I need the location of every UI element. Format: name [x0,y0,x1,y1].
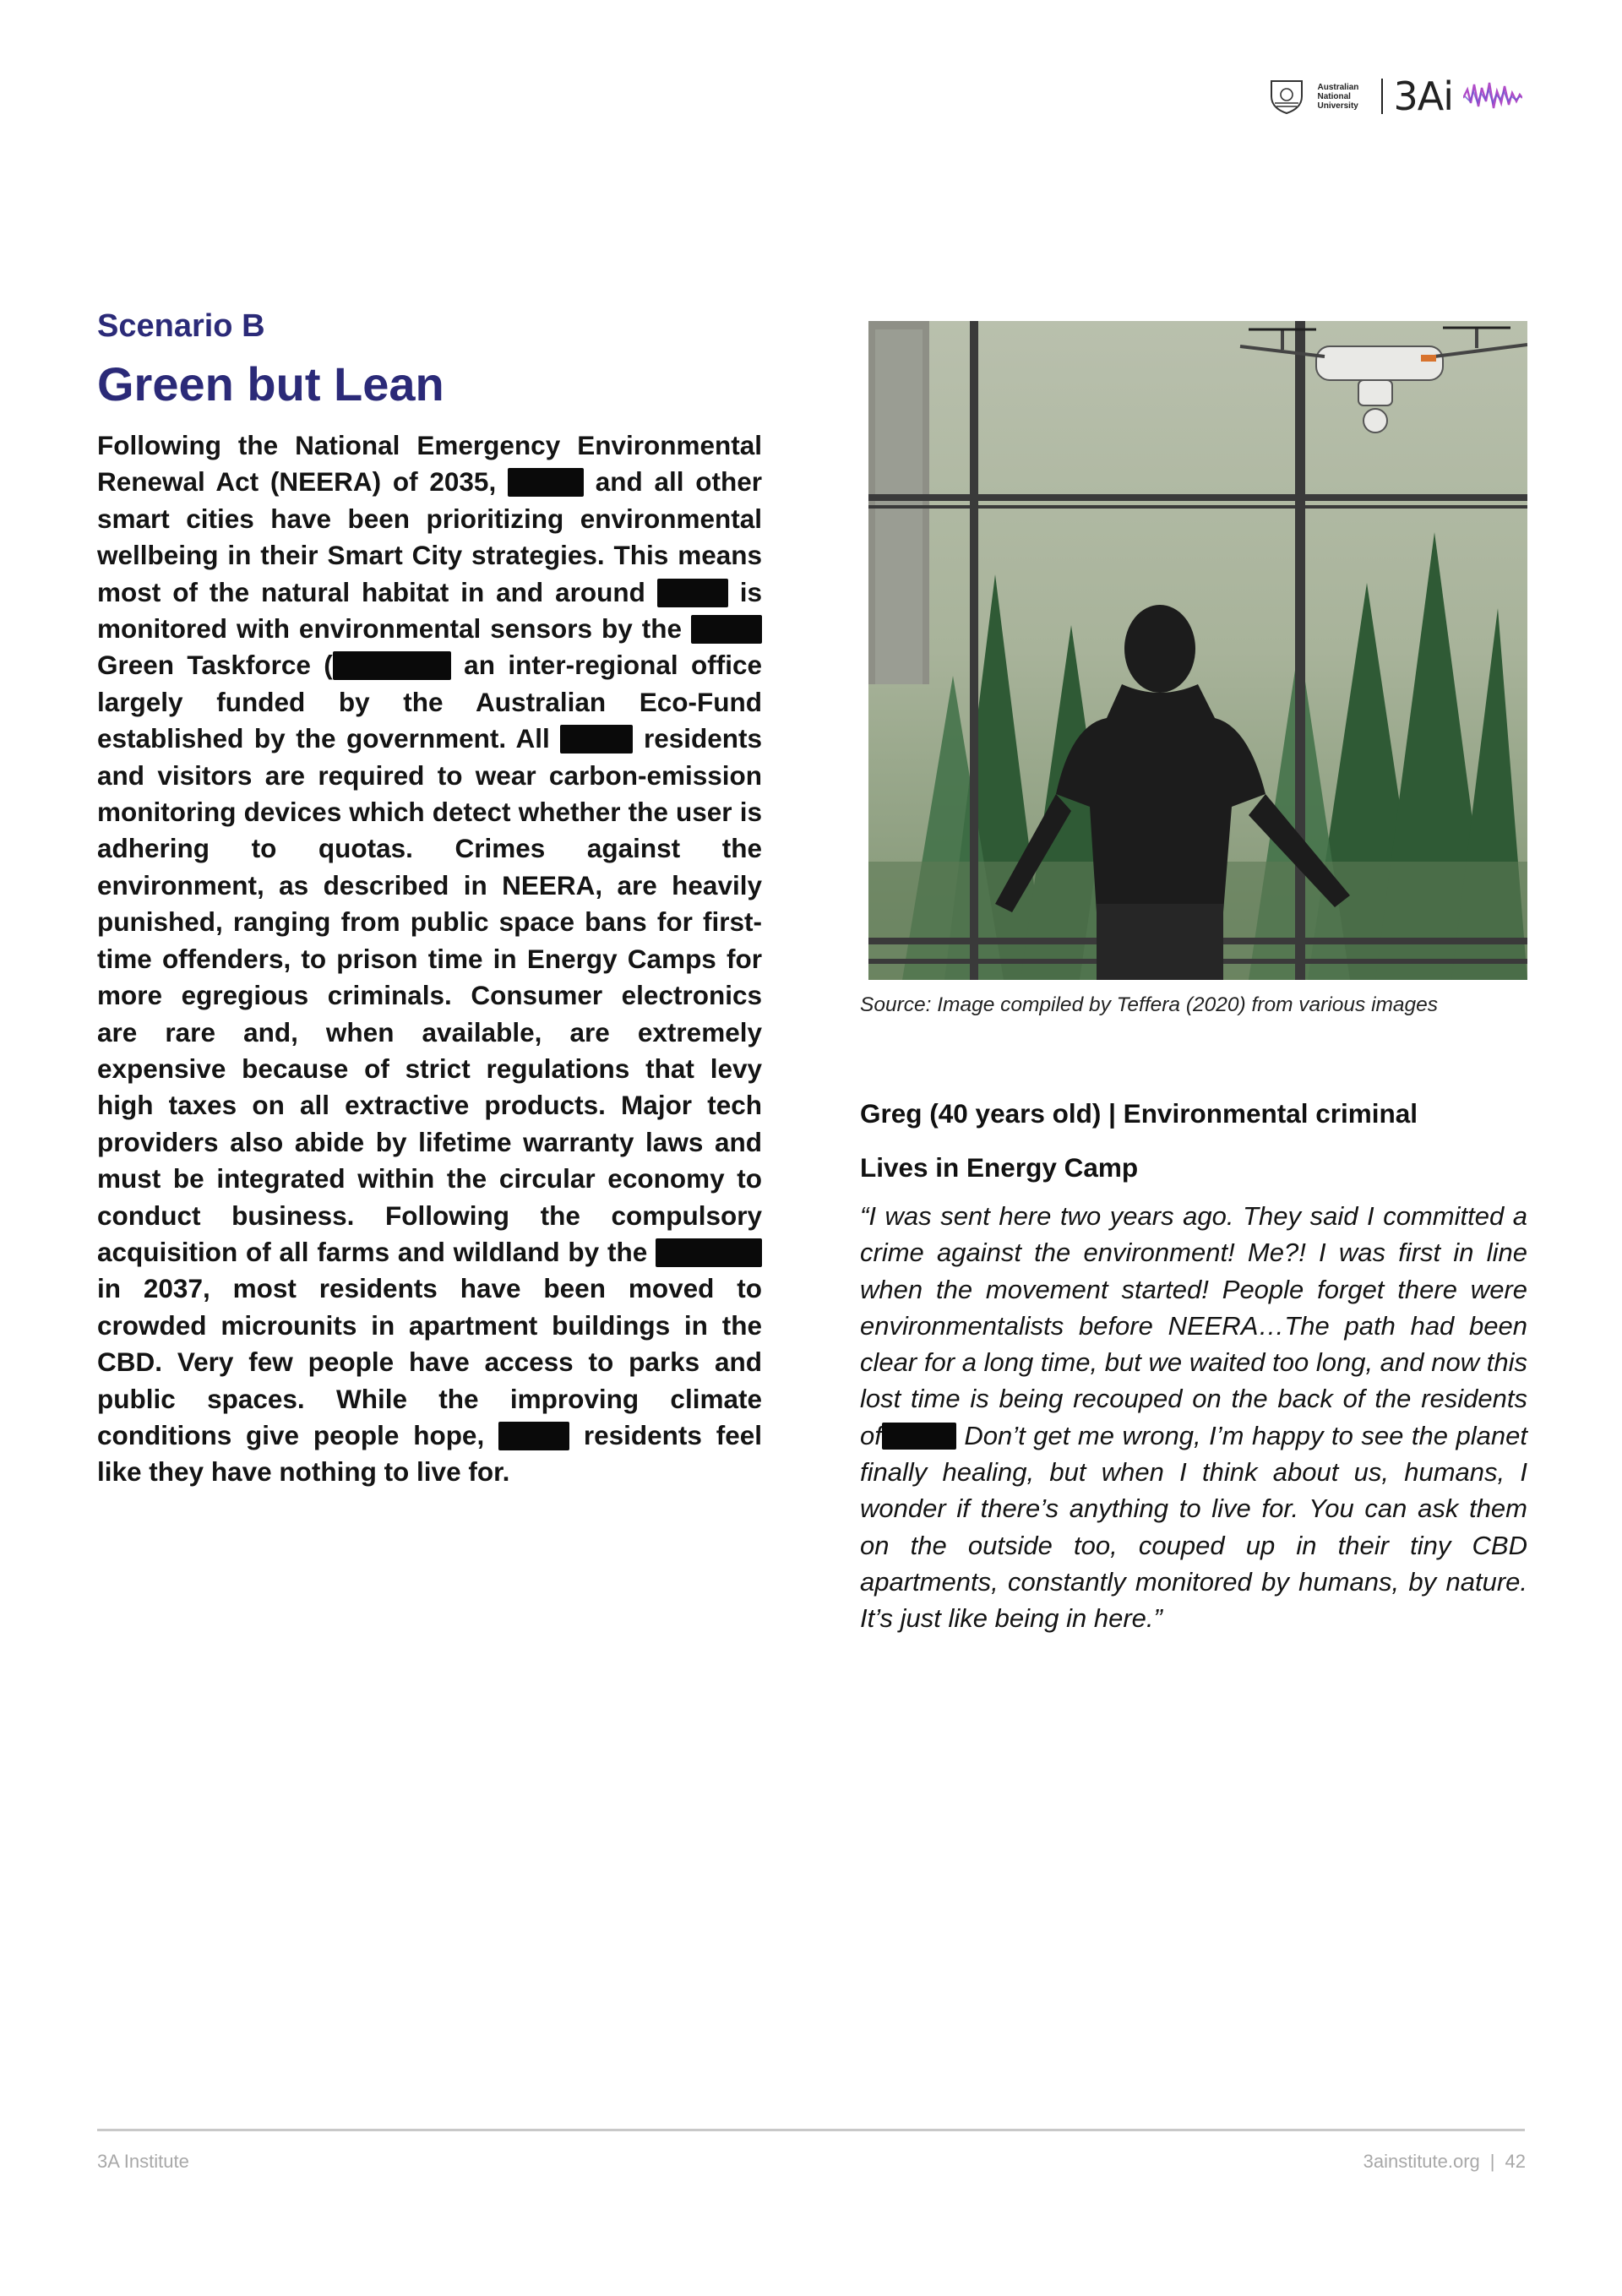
redaction-bar [333,651,451,680]
header-separator [1381,79,1383,114]
paragraph-text: in 2037, most residents have been moved to crowded microunits in apartment buildings in the CBD. Very few people have access to parks and public spaces. While the improving climate conditions give people hope, [97,1273,762,1450]
paragraph-text: Green Taskforce ( [97,650,333,681]
anu-word-1: Australian [1317,82,1359,92]
redaction-bar [656,1238,762,1267]
paragraph-text: and all other smart cities have been prioritizing environmental wellbeing in their Smart City strategies. This means most of the natural habitat in and around [97,466,762,607]
paragraph-text: residents feel like they have nothing to live for. [97,1419,762,1488]
anu-crest-icon [1266,78,1307,115]
photo-illustration [868,321,1527,980]
footer-rule [97,2129,1525,2131]
persona-section [860,1095,1527,1637]
header-logos [1266,74,1522,118]
scenario-paragraph [97,427,762,1491]
quote-text: “I was sent here two years ago. They said I committed a crime against the environment! Me?! I was first in line when the movement started! People forget there were environmentalists before NEERA…The path had been clear for a long time, but we waited too long, and now this lost time is being recouped on the back of the residents of [860,1201,1527,1450]
redaction-bar [498,1422,569,1450]
paragraph-text: is monitored with environmental sensors by the [97,576,762,645]
redaction-bar [508,468,584,497]
redaction-bar [882,1423,956,1450]
scenario-title: Green but Lean [97,357,444,411]
quote-text: Don’t get me wrong, I’m happy to see the planet finally healing, but when I think about us, humans, I wonder if there’s anything to live for. You can ask them on the outside too, couped up in their tiny CBD apartments, constantly monitored by humans, by nature. It’s just like being in here.” [860,1420,1527,1634]
persona-subtitle: Lives in Energy Camp [860,1152,1139,1183]
redaction-bar [657,579,728,607]
persona-name: Greg (40 years old) | Environmental criminal [860,1098,1418,1129]
paragraph-text: Following the National Emergency Environmental Renewal Act (NEERA) of 2035, [97,430,762,498]
paragraph-text: residents and visitors are required to wear carbon-emission monitoring devices which detect whether the user is adhering to quotas. Crimes against the environment, as described in NEERA, are heavily punished, ranging from public space bans for first-time offenders, to prison time in Energy Camps for more egregious criminals. Consumer electronics are rare and, when available, are extremely expensive because of strict regulations that levy high taxes on all extractive products. Major tech providers also abide by lifetime warranty laws and must be integrated within the circular economy to conduct business. Following the compulsory acquisition of all farms and wildland by the [97,723,762,1267]
brand-3ai-logo: 3Ai [1393,73,1453,119]
photo-caption: Source: Image compiled by Teffera (2020) from various images [860,993,1439,1016]
footer-site-link[interactable]: 3ainstitute.org [1363,2151,1480,2172]
redaction-bar [560,725,633,754]
anu-word-3: University [1317,101,1358,111]
anu-wordmark [1317,83,1371,111]
footer-institute: 3A Institute [97,2151,189,2172]
anu-word-2: National [1317,91,1351,101]
waveform-icon [1463,78,1522,115]
footer-separator: | [1489,2151,1495,2172]
scenario-photo [868,321,1527,980]
footer-right [1363,2151,1526,2173]
redaction-bar [691,615,762,644]
scenario-kicker: Scenario B [97,308,265,344]
paragraph-text: an inter-regional office largely funded by the Australian Eco-Fund established by the government. All [97,650,762,754]
page-number: 42 [1505,2151,1526,2172]
persona-quote [860,1198,1527,1637]
scenario-section [97,306,762,1491]
